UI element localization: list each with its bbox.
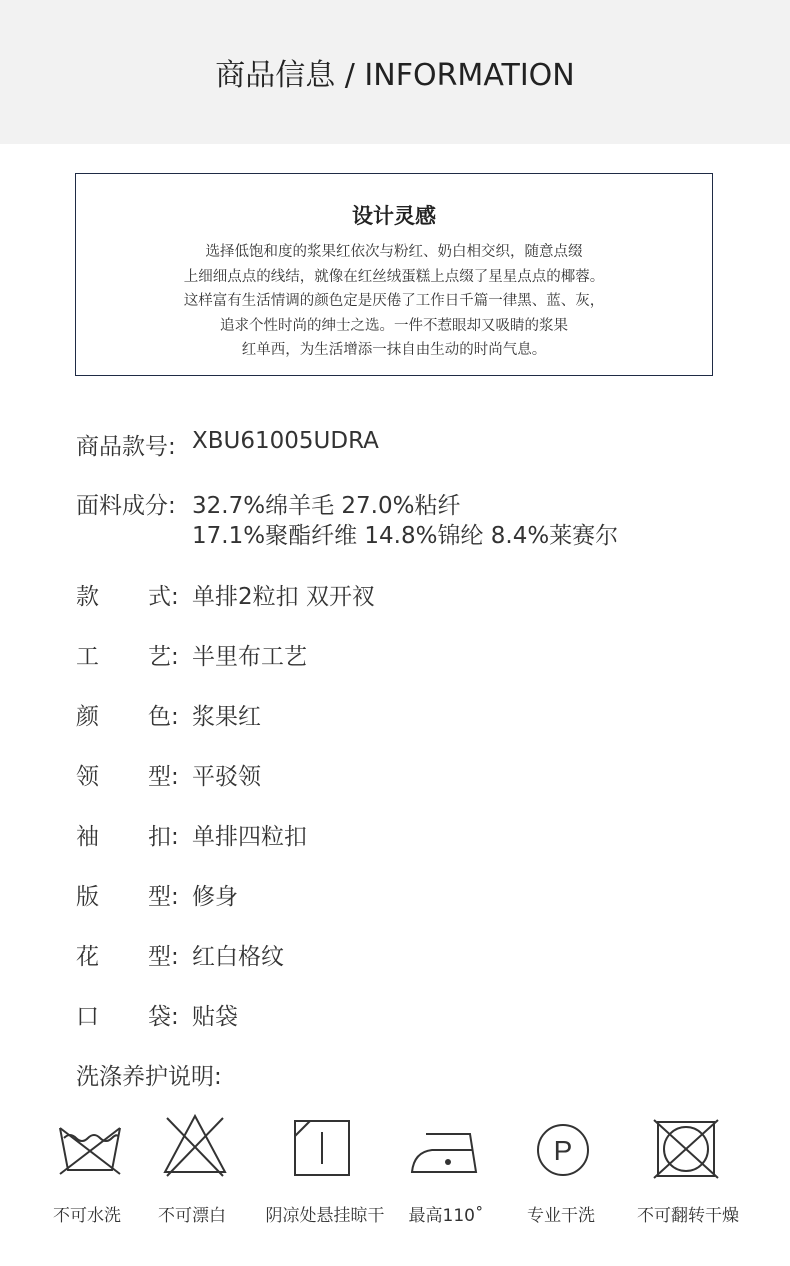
spec-value: 单排2粒扣 双开衩 — [192, 584, 375, 610]
care-label: 专业干洗 — [527, 1206, 595, 1226]
shade-drip-dry-icon — [292, 1118, 352, 1178]
spec-label-char: 式: — [148, 584, 179, 610]
svg-text:P: P — [553, 1135, 573, 1166]
inspiration-line: 上细细点点的线结，就像在红丝绒蛋糕上点缀了星星点点的椰蓉。 — [183, 268, 605, 285]
inspiration-line: 选择低饱和度的浆果红依次与粉红、奶白相交织，随意点缀 — [205, 244, 583, 260]
spec-label-char: 型: — [148, 764, 179, 790]
spec-label: 面料成分: — [76, 493, 176, 519]
spec-value: 平驳领 — [192, 764, 261, 790]
spec-value: 贴袋 — [192, 1004, 238, 1030]
spec-value: 半里布工艺 — [192, 644, 307, 670]
spec-label-char: 工 — [76, 644, 99, 670]
care-label: 不可翻转干燥 — [637, 1206, 739, 1226]
spec-label-char: 款 — [76, 584, 99, 610]
spec-label-char: 颜 — [76, 704, 99, 730]
spec-value: 红白格纹 — [192, 944, 284, 970]
no-tumble-dry-icon — [652, 1118, 720, 1180]
spec-value: 修身 — [192, 884, 238, 910]
no-wash-icon — [56, 1122, 124, 1178]
inspiration-line: 追求个性时尚的绅士之选。一件不惹眼却又吸睛的浆果 — [220, 317, 568, 334]
page-header — [0, 0, 790, 144]
spec-label-char: 版 — [76, 884, 99, 910]
inspiration-line: 红单西，为生活增添一抹自由生动的时尚气息。 — [241, 342, 547, 358]
care-label: 阴凉处悬挂晾干 — [265, 1206, 385, 1226]
spec-value: 单排四粒扣 — [192, 824, 307, 850]
spec-value-line2: 17.1%聚酯纤维 14.8%锦纶 8.4%莱赛尔 — [192, 523, 619, 549]
no-bleach-icon — [161, 1112, 229, 1178]
spec-value: 32.7%绵羊毛 27.0%粘纤 — [192, 493, 461, 519]
spec-label-char: 扣: — [148, 824, 179, 850]
iron-icon — [408, 1128, 480, 1178]
spec-label: 商品款号: — [76, 434, 176, 460]
design-inspiration-box — [75, 173, 713, 376]
care-heading: 洗涤养护说明: — [76, 1064, 222, 1090]
page-title: 商品信息 / INFORMATION — [215, 58, 575, 93]
care-label: 不可水洗 — [53, 1206, 121, 1226]
care-label: 最高110˚ — [408, 1206, 484, 1226]
spec-label-char: 艺: — [148, 644, 179, 670]
spec-label-char: 领 — [76, 764, 99, 790]
spec-label-char: 花 — [76, 944, 99, 970]
spec-label-char: 袖 — [76, 824, 99, 850]
inspiration-text — [76, 240, 712, 363]
spec-label-char: 色: — [148, 704, 179, 730]
spec-label-char: 袋: — [148, 1004, 179, 1030]
spec-label-char: 型: — [148, 884, 179, 910]
inspiration-title: 设计灵感 — [352, 204, 436, 228]
care-label: 不可漂白 — [158, 1206, 226, 1226]
dry-clean-icon — [533, 1122, 593, 1182]
spec-value: 浆果红 — [192, 704, 261, 730]
spec-label-char: 型: — [148, 944, 179, 970]
spec-value: XBU61005UDRA — [192, 428, 379, 454]
inspiration-line: 这样富有生活情调的颜色定是厌倦了工作日千篇一律黑、蓝、灰， — [183, 293, 605, 309]
spec-label-char: 口 — [76, 1004, 99, 1030]
